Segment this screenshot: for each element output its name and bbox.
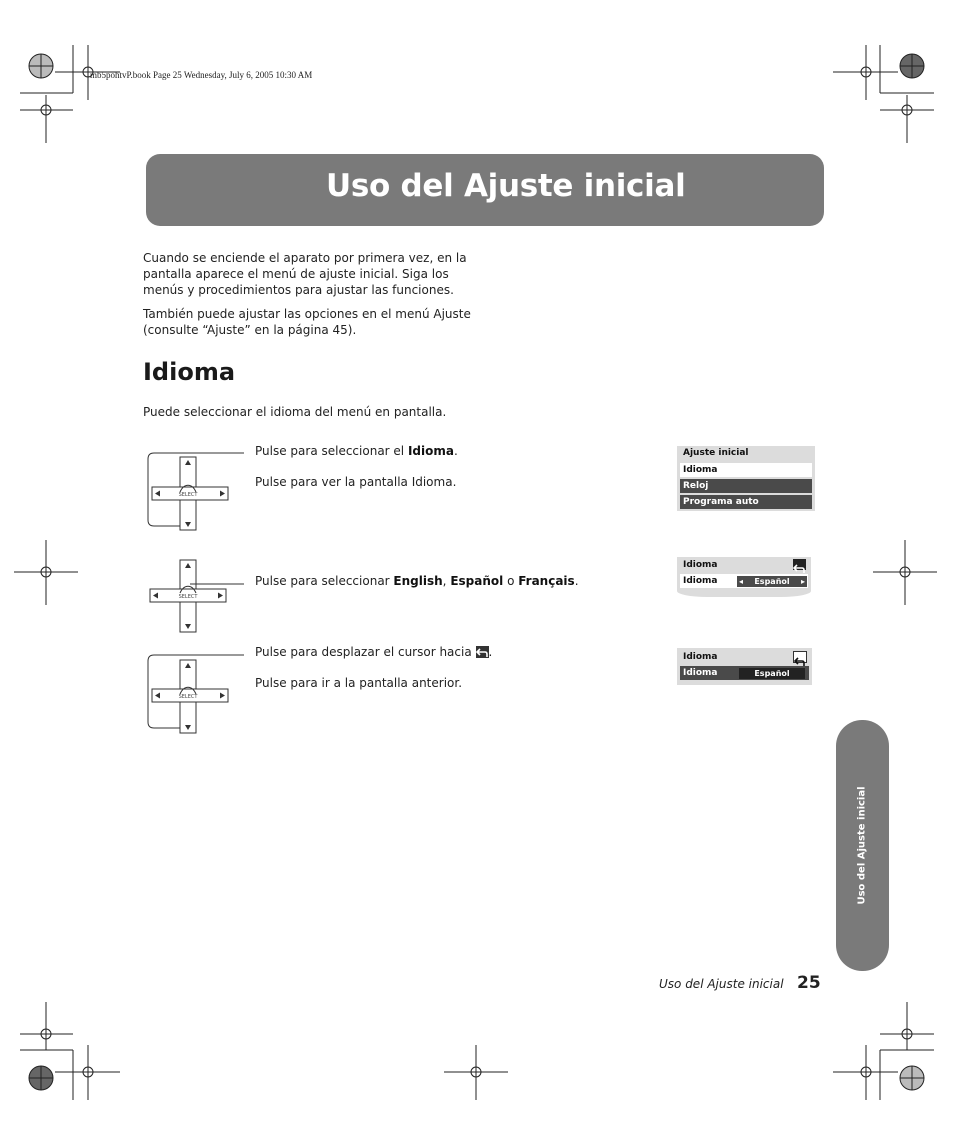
dpad-select-label: SELECT (178, 594, 198, 600)
footer-section-title: Uso del Ajuste inicial (659, 977, 784, 991)
step2-line: Pulse para seleccionar English, Español o Français. (255, 574, 579, 588)
right-arrow-icon: ▸ (800, 577, 805, 586)
return-icon (476, 646, 489, 658)
language-selector: ◂ Español ▸ (739, 577, 805, 586)
osd-idioma-return (677, 648, 812, 685)
dpad-select-label: SELECT (178, 492, 198, 498)
return-icon (793, 559, 806, 570)
step3-line1: Pulse para desplazar el cursor hacia . (255, 645, 493, 659)
page-title: Uso del Ajuste inicial (326, 168, 686, 204)
side-tab-label: Uso del Ajuste inicial (857, 786, 868, 905)
section-description: Puede seleccionar el idioma del menú en pantalla. (143, 405, 447, 419)
language-value: Español (739, 668, 805, 679)
osd1-item-reloj: Reloj (680, 479, 812, 493)
page-number: 25 (797, 973, 821, 993)
osd-idioma-select (677, 557, 811, 597)
dpad-updown-select (144, 450, 246, 534)
osd1-item-idioma: Idioma (680, 463, 812, 477)
osd2-row: Idioma (680, 574, 808, 588)
osd-ajuste-inicial (677, 446, 815, 511)
intro-paragraph-2: También puede ajustar las opciones en el menú Ajuste (consulte “Ajuste” en la página 45). (143, 307, 471, 337)
step3-line2: Pulse para ir a la pantalla anterior. (255, 676, 463, 690)
section-heading: Idioma (143, 358, 236, 386)
step1-line1: Pulse para seleccionar el Idioma. (255, 444, 458, 458)
dpad-updown-select-2 (144, 652, 246, 736)
osd3-title: Idioma (680, 650, 809, 664)
osd1-item-programa: Programa auto (680, 495, 812, 509)
osd3-row: Idioma (680, 666, 809, 680)
dpad-leftright (144, 557, 246, 635)
intro-paragraph-1: Cuando se enciende el aparato por primera vez, en la pantalla aparece el menú de ajuste inicial. Siga los menús y procedimientos para ajustar las funciones. (143, 251, 467, 297)
osd2-title: Idioma (680, 558, 808, 572)
print-header: mb5pohtvP.book Page 25 Wednesday, July 6, 2005 10:30 AM (90, 70, 313, 80)
left-arrow-icon: ◂ (739, 577, 744, 586)
dpad-select-label: SELECT (178, 694, 198, 700)
return-icon (793, 651, 807, 663)
step1-line2: Pulse para ver la pantalla Idioma. (255, 475, 457, 489)
osd1-title: Ajuste inicial (680, 446, 812, 460)
